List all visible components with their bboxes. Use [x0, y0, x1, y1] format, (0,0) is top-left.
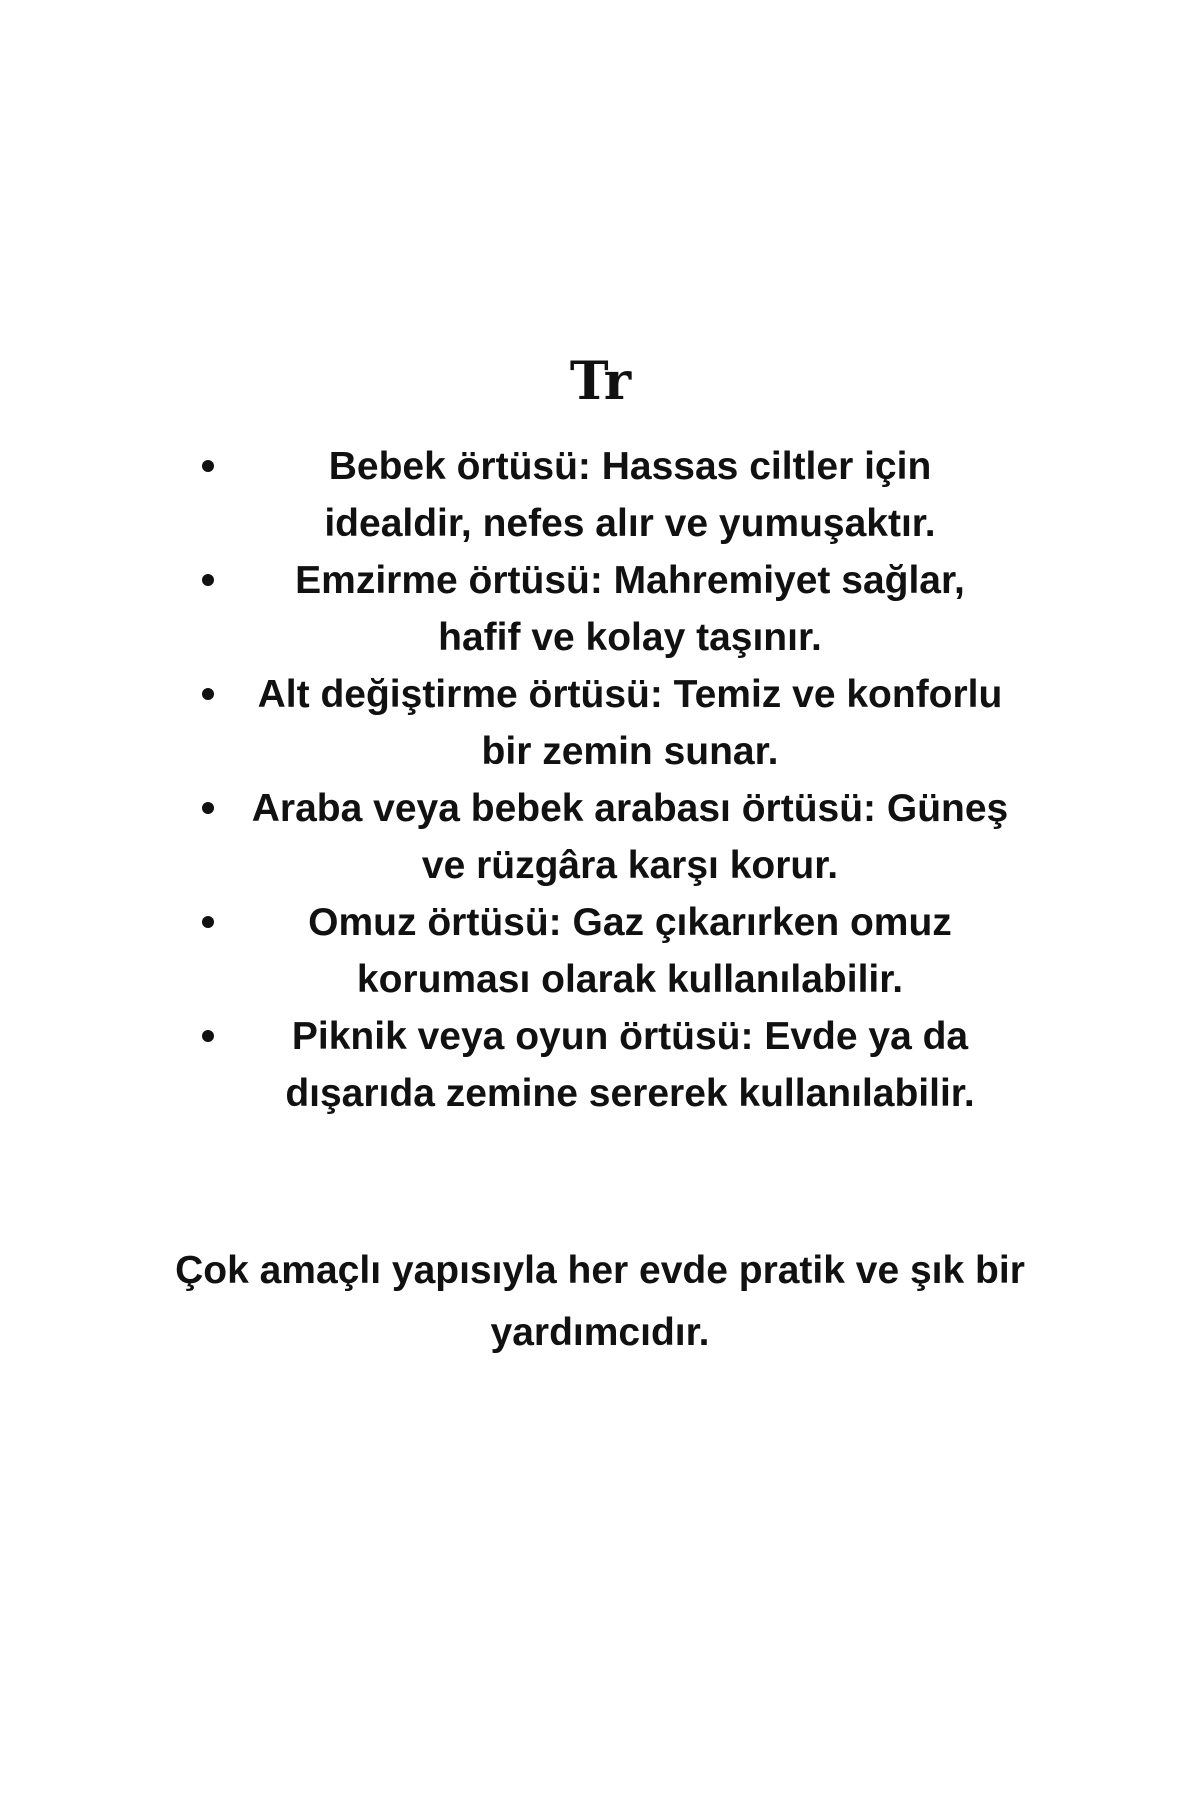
list-item — [190, 666, 1010, 780]
list-item — [190, 894, 1010, 1008]
bullet-icon — [202, 802, 214, 814]
bullet-icon — [202, 1030, 214, 1042]
list-item-text: Emzirme örtüsü: Mahremiyet sağlar, hafif ve kolay taşınır. — [295, 559, 965, 659]
list-item-text: Piknik veya oyun örtüsü: Evde ya da dışarıda zemine sererek kullanılabilir. — [285, 1015, 975, 1115]
list-item — [190, 552, 1010, 666]
page-title: Tr — [569, 351, 631, 412]
bullet-icon — [202, 916, 214, 928]
list-item — [190, 1008, 1010, 1122]
list-item-text: Bebek örtüsü: Hassas ciltler için idealdir, nefes alır ve yumuşaktır. — [324, 445, 936, 545]
feature-list — [190, 438, 1010, 1122]
list-item-text: Alt değiştirme örtüsü: Temiz ve konforlu bir zemin sunar. — [257, 673, 1003, 773]
list-item — [190, 438, 1010, 552]
list-item-text: Omuz örtüsü: Gaz çıkarırken omuz koruması olarak kullanılabilir. — [308, 901, 952, 1001]
list-item-text: Araba veya bebek arabası örtüsü: Güneş ve rüzgâra karşı korur. — [251, 787, 1009, 887]
bullet-icon — [202, 574, 214, 586]
footer-text: Çok amaçlı yapısıyla her evde pratik ve şık bir yardımcıdır. — [175, 1249, 1025, 1354]
bullet-icon — [202, 460, 214, 472]
bullet-icon — [202, 688, 214, 700]
list-item — [190, 780, 1010, 894]
